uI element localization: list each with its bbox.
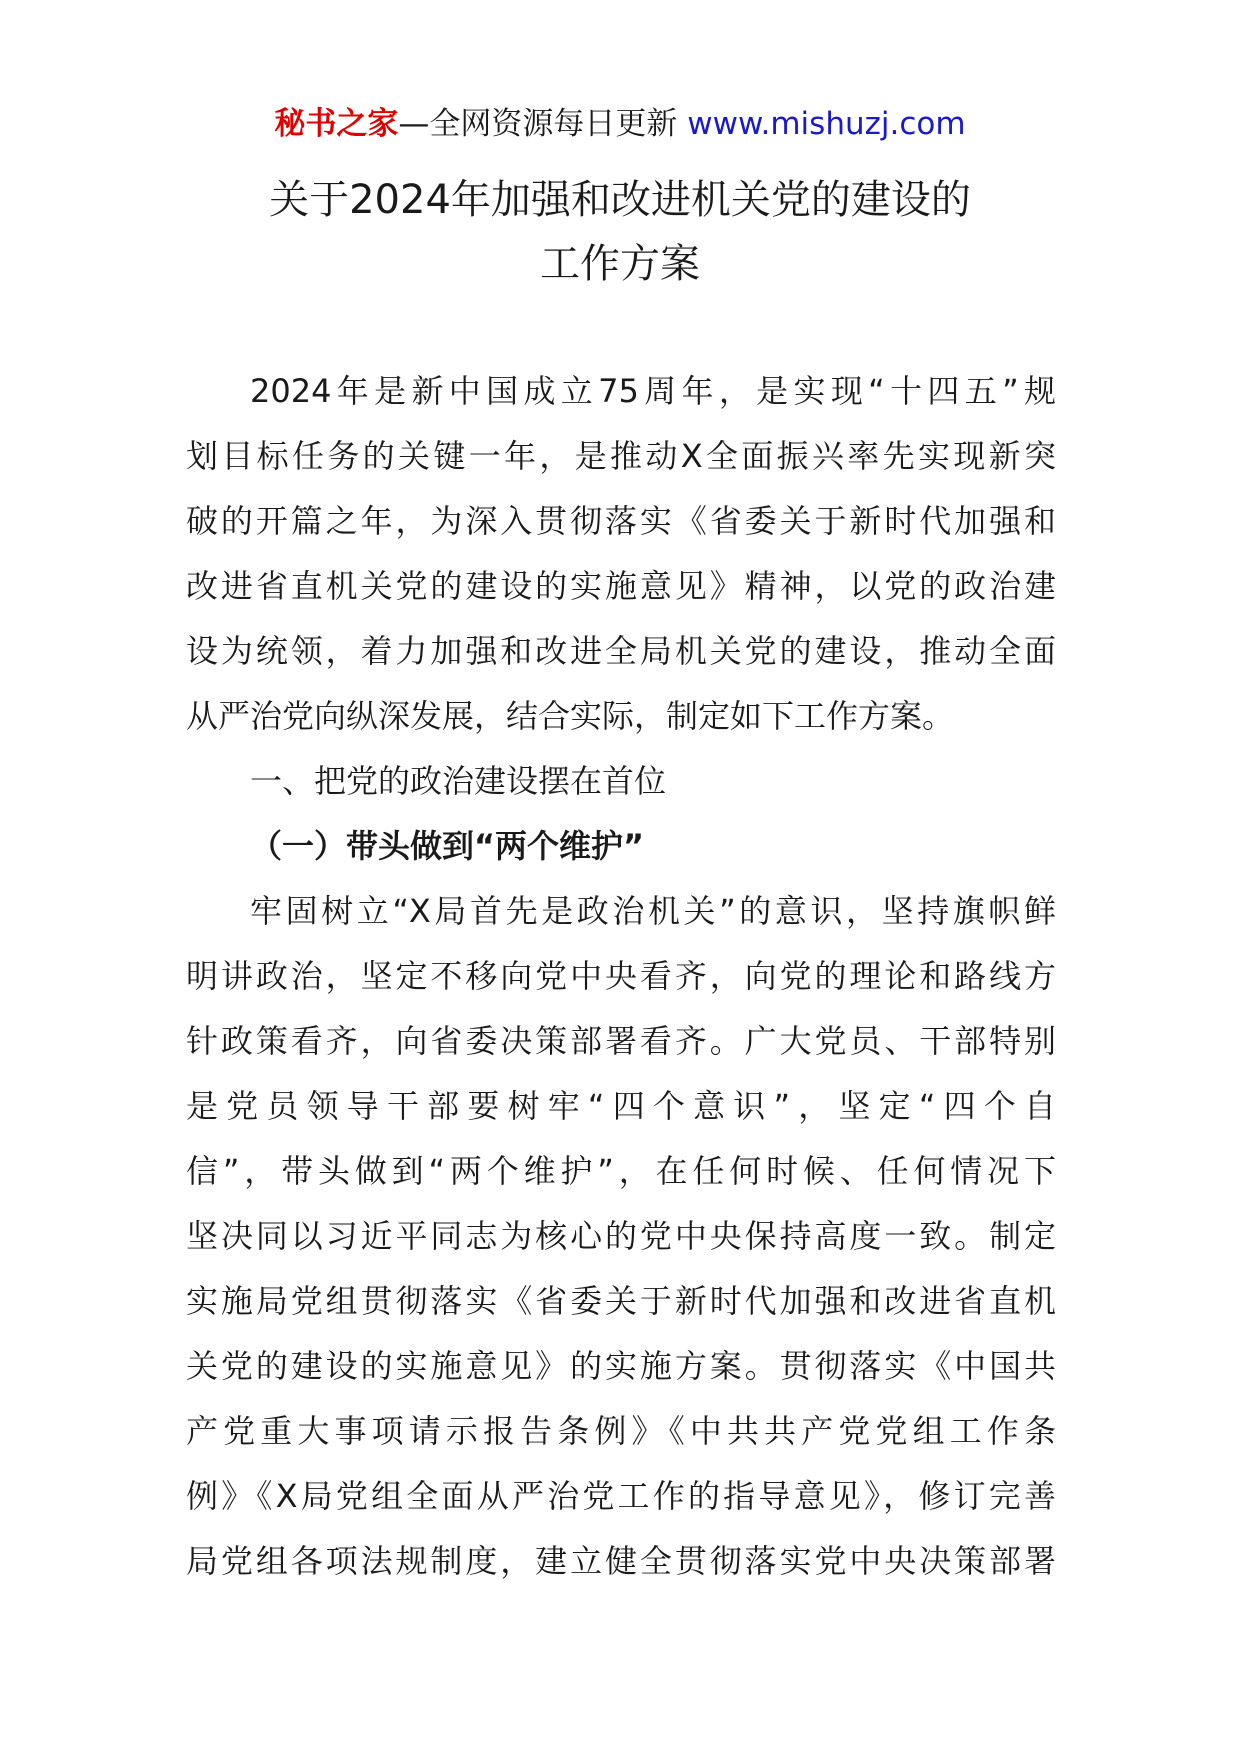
text-line: 产党重大事项请示报告条例》《中共共产党党组工作条 xyxy=(186,1412,1056,1450)
brand-name: 秘书之家 xyxy=(274,106,399,142)
text-line: 是党员领导干部要树牢“四个意识”，坚定“四个自 xyxy=(186,1087,1056,1125)
watermark-header xyxy=(0,102,1240,146)
text-line: 局党组各项法规制度，建立健全贯彻落实党中央决策部署 xyxy=(186,1542,1056,1580)
text-line: 例》《X局党组全面从严治党工作的指导意见》，修订完善 xyxy=(186,1477,1056,1515)
title-line-2: 工作方案 xyxy=(540,241,700,287)
text-line: 明讲政治，坚定不移向党中央看齐，向党的理论和路线方 xyxy=(186,957,1056,995)
document-title xyxy=(0,168,1240,296)
text-line: 从严治党向纵深发展，结合实际，制定如下工作方案。 xyxy=(186,697,955,735)
section-paragraph xyxy=(186,879,1056,1594)
section-heading: 一、把党的政治建设摆在首位 xyxy=(250,762,667,800)
text-line: 信”，带头做到“两个维护”，在任何时候、任何情况下 xyxy=(186,1152,1056,1190)
document-body xyxy=(186,359,1056,1594)
text-line: 划目标任务的关键一年，是推动X全面振兴率先实现新突 xyxy=(186,437,1056,475)
intro-paragraph xyxy=(186,359,1056,749)
text-line: 破的开篇之年，为深入贯彻落实《省委关于新时代加强和 xyxy=(186,502,1056,540)
text-line: 2024年是新中国成立75周年，是实现“十四五”规 xyxy=(250,372,1056,410)
site-url-link[interactable]: www.mishuzj.com xyxy=(687,106,966,142)
subsection-heading: （一）带头做到“两个维护” xyxy=(250,827,645,865)
text-line: 设为统领，着力加强和改进全局机关党的建设，推动全面 xyxy=(186,632,1056,670)
header-tagline: —全网资源每日更新 xyxy=(398,106,688,142)
text-line: 实施局党组贯彻落实《省委关于新时代加强和改进省直机 xyxy=(186,1282,1056,1320)
text-line: 牢固树立“X局首先是政治机关”的意识，坚持旗帜鲜 xyxy=(250,892,1056,930)
text-line: 关党的建设的实施意见》的实施方案。贯彻落实《中国共 xyxy=(186,1347,1056,1385)
text-line: 针政策看齐，向省委决策部署看齐。广大党员、干部特别 xyxy=(186,1022,1056,1060)
title-line-1: 关于2024年加强和改进机关党的建设的 xyxy=(269,177,971,223)
text-line: 改进省直机关党的建设的实施意见》精神，以党的政治建 xyxy=(186,567,1056,605)
text-line: 坚决同以习近平同志为核心的党中央保持高度一致。制定 xyxy=(186,1217,1056,1255)
